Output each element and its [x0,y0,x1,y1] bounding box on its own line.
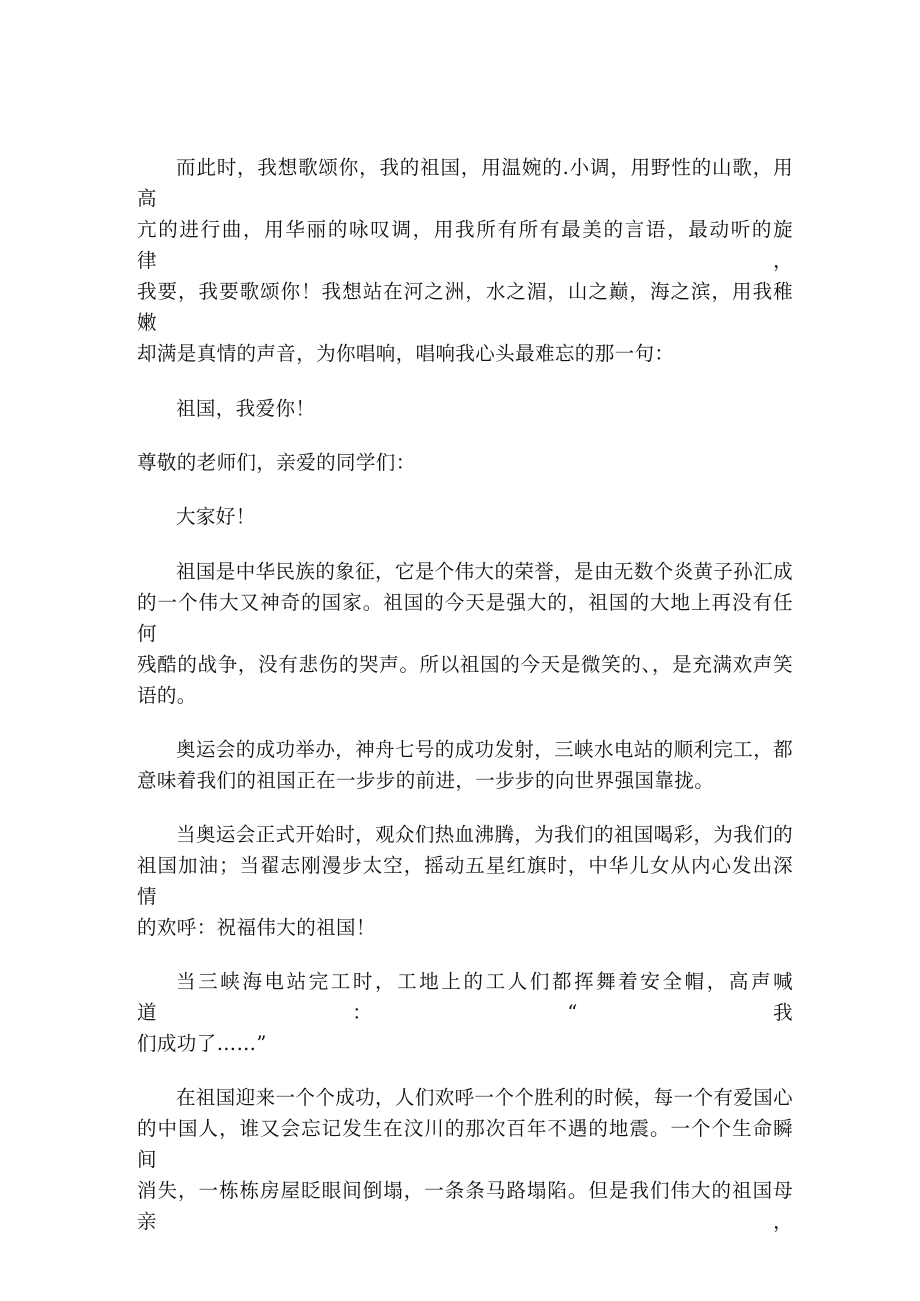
paragraph-3-salutation [137,447,793,478]
paragraph-line: 祖国是中华民族的象征，它是个伟大的荣誉，是由无数个炎黄子孙汇成 [176,560,793,583]
paragraph-line: 的一个伟大又神奇的国家。祖国的今天是强大的，祖国的大地上再没有任何 [137,591,793,645]
paragraph-6 [137,734,793,796]
document-body [137,152,793,1260]
paragraph-line: 语的。 [137,684,197,707]
paragraph-line: 奥运会的成功举办，神舟七号的成功发射，三峡水电站的顺利完工，都 [176,738,793,761]
paragraph-9 [137,1082,793,1237]
paragraph-line: 的欢呼：祝福伟大的祖国！ [137,916,376,939]
paragraph-line: 尊敬的老师们，亲爱的同学们： [137,451,416,474]
paragraph-line: 消失，一栋栋房屋眨眼间倒塌，一条条马路塌陷。但是我们伟大的祖国母亲， [137,1179,793,1233]
paragraph-line: 祖国，我爱你！ [176,397,316,420]
paragraph-line: 的中国人，谁又会忘记发生在汶川的那次百年不遇的地震。一个个生命瞬间 [137,1117,793,1171]
paragraph-line: 残酷的战争，没有悲伤的哭声。所以祖国的今天是微笑的、，是充满欢声笑 [137,653,793,676]
paragraph-5 [137,556,793,711]
paragraph-1 [137,152,793,369]
paragraph-line: 大家好！ [176,505,256,528]
paragraph-line: 在祖国迎来一个个成功，人们欢呼一个个胜利的时候，每一个有爱国心 [176,1086,793,1109]
paragraph-line: 却满是真情的声音，为你唱响，唱响我心头最难忘的那一句： [137,342,675,365]
paragraph-line: 我要，我要歌颂你！我想站在河之洲，水之湄，山之巅，海之滨，用我稚嫩 [137,280,793,334]
paragraph-line: 而此时，我想歌颂你，我的祖国，用温婉的.小调，用野性的山歌，用高 [137,156,793,210]
paragraph-line: 亢的进行曲，用华丽的咏叹调，用我所有所有最美的言语，最动听的旋律， [137,218,793,272]
paragraph-line: 祖国加油；当翟志刚漫步太空，摇动五星红旗时，中华儿女从内心发出深情 [137,854,793,908]
paragraph-7 [137,819,793,943]
paragraph-2 [137,393,793,424]
paragraph-4-greeting [137,501,793,532]
paragraph-line: 当三峡海电站完工时，工地上的工人们都挥舞着安全帽，高声喊道：“我 [137,970,793,1024]
paragraph-line: 们成功了……” [137,1032,267,1055]
paragraph-line: 意味着我们的祖国正在一步步的前进，一步步的向世界强国靠拢。 [137,769,715,792]
paragraph-line: 当奥运会正式开始时，观众们热血沸腾，为我们的祖国喝彩，为我们的 [176,823,793,846]
paragraph-8 [137,966,793,1059]
